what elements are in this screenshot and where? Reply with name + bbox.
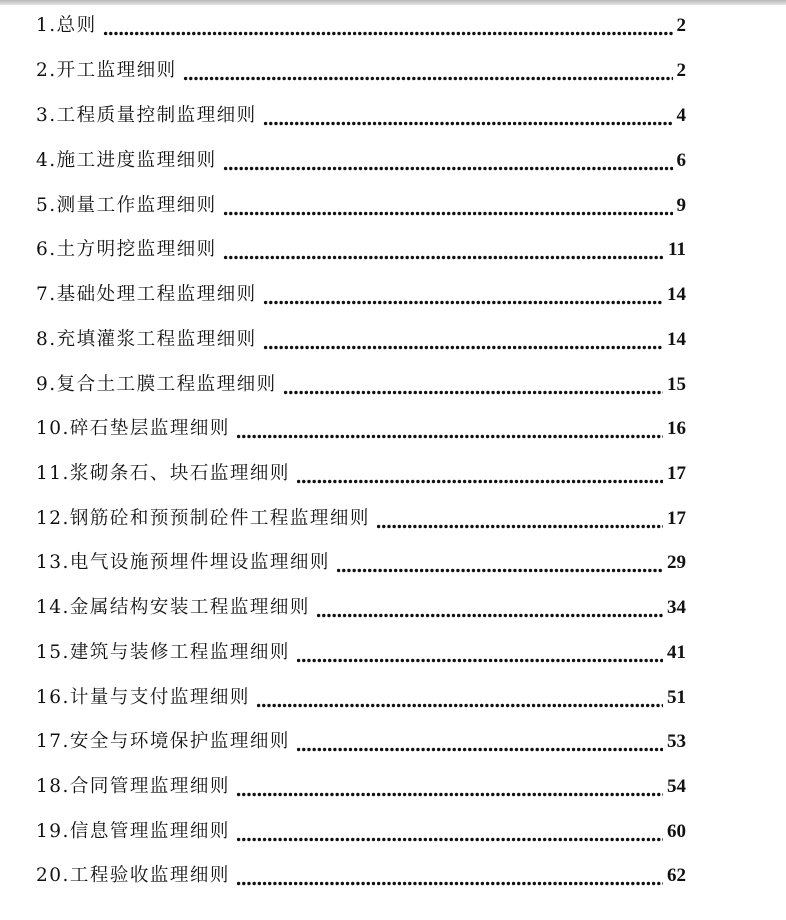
toc-entry-title: 16.计量与支付监理细则 [36, 687, 250, 708]
toc-entry-page: 14 [667, 329, 686, 350]
toc-entry-page: 17 [667, 463, 686, 484]
toc-entry-14[interactable] [36, 593, 686, 623]
toc-entry-page: 14 [667, 284, 686, 305]
dot-leader [103, 31, 673, 36]
toc-entry-title: 18.合同管理监理细则 [36, 776, 230, 797]
toc-entry-17[interactable] [36, 727, 686, 757]
toc-entry-title: 2.开工监理细则 [36, 60, 177, 81]
toc-entry-page: 60 [667, 821, 686, 842]
toc-entry-2[interactable] [36, 56, 686, 86]
dot-leader [236, 434, 663, 439]
dot-leader [316, 613, 663, 618]
dot-leader [223, 255, 664, 260]
toc-entry-page: 6 [676, 150, 686, 171]
toc-entry-page: 34 [667, 597, 686, 618]
toc-entry-page: 15 [667, 374, 686, 395]
dot-leader [263, 345, 663, 350]
toc-entry-title: 15.建筑与装修工程监理细则 [36, 642, 290, 663]
dot-leader [376, 524, 663, 529]
toc-entry-title: 5.测量工作监理细则 [36, 195, 217, 216]
toc-entry-title: 17.安全与环境保护监理细则 [36, 731, 290, 752]
toc-entry-3[interactable] [36, 101, 686, 131]
dot-leader [223, 211, 673, 216]
dot-leader [236, 792, 663, 797]
dot-leader [236, 837, 663, 842]
toc-entry-11[interactable] [36, 459, 686, 489]
toc-entry-19[interactable] [36, 817, 686, 847]
dot-leader [296, 658, 663, 663]
toc-entry-page: 17 [667, 508, 686, 529]
toc-entry-13[interactable] [36, 548, 686, 578]
toc-entry-page: 29 [667, 552, 686, 573]
toc-entry-title: 1.总则 [36, 15, 97, 36]
toc-entry-title: 3.工程质量控制监理细则 [36, 105, 257, 126]
toc-entry-page: 4 [676, 105, 686, 126]
toc-entry-title: 11.浆砌条石、块石监理细则 [36, 463, 290, 484]
toc-entry-page: 2 [676, 60, 686, 81]
toc-entry-title: 8.充填灌浆工程监理细则 [36, 329, 257, 350]
toc-entry-12[interactable] [36, 504, 686, 534]
dot-leader [296, 479, 663, 484]
toc-entry-title: 13.电气设施预埋件埋设监理细则 [36, 552, 330, 573]
toc-entry-title: 14.金属结构安装工程监理细则 [36, 597, 310, 618]
toc-entry-15[interactable] [36, 638, 686, 668]
toc-entry-page: 2 [676, 15, 686, 36]
toc-entry-16[interactable] [36, 683, 686, 713]
toc-entry-page: 16 [667, 418, 686, 439]
toc-entry-9[interactable] [36, 370, 686, 400]
dot-leader [336, 568, 663, 573]
toc-entry-6[interactable] [36, 235, 686, 265]
toc-entry-page: 53 [667, 731, 686, 752]
toc-entry-title: 20.工程验收监理细则 [36, 865, 230, 886]
dot-leader [296, 747, 663, 752]
dot-leader [183, 76, 673, 81]
toc-entry-20[interactable] [36, 861, 686, 891]
toc-entry-18[interactable] [36, 772, 686, 802]
top-border [0, 0, 786, 5]
toc-entry-title: 19.信息管理监理细则 [36, 821, 230, 842]
toc-entry-page: 11 [668, 239, 686, 260]
dot-leader [236, 881, 663, 886]
toc-entry-title: 12.钢筋砼和预预制砼件工程监理细则 [36, 508, 370, 529]
dot-leader [223, 166, 673, 171]
toc-entry-8[interactable] [36, 325, 686, 355]
dot-leader [256, 703, 663, 708]
toc-entry-page: 41 [667, 642, 686, 663]
toc-entry-title: 6.土方明挖监理细则 [36, 239, 217, 260]
toc-entry-title: 10.碎石垫层监理细则 [36, 418, 230, 439]
toc-entry-title: 9.复合土工膜工程监理细则 [36, 374, 277, 395]
toc-entry-7[interactable] [36, 280, 686, 310]
toc-entry-1[interactable] [36, 11, 686, 41]
toc-entry-page: 54 [667, 776, 686, 797]
dot-leader [263, 300, 663, 305]
toc-entry-title: 4.施工进度监理细则 [36, 150, 217, 171]
toc-entry-title: 7.基础处理工程监理细则 [36, 284, 257, 305]
toc-entry-5[interactable] [36, 191, 686, 221]
dot-leader [283, 390, 663, 395]
toc-entry-4[interactable] [36, 146, 686, 176]
toc-entry-page: 62 [667, 865, 686, 886]
toc-entry-page: 51 [667, 687, 686, 708]
toc-entry-page: 9 [676, 195, 686, 216]
dot-leader [263, 121, 673, 126]
toc-entry-10[interactable] [36, 414, 686, 444]
